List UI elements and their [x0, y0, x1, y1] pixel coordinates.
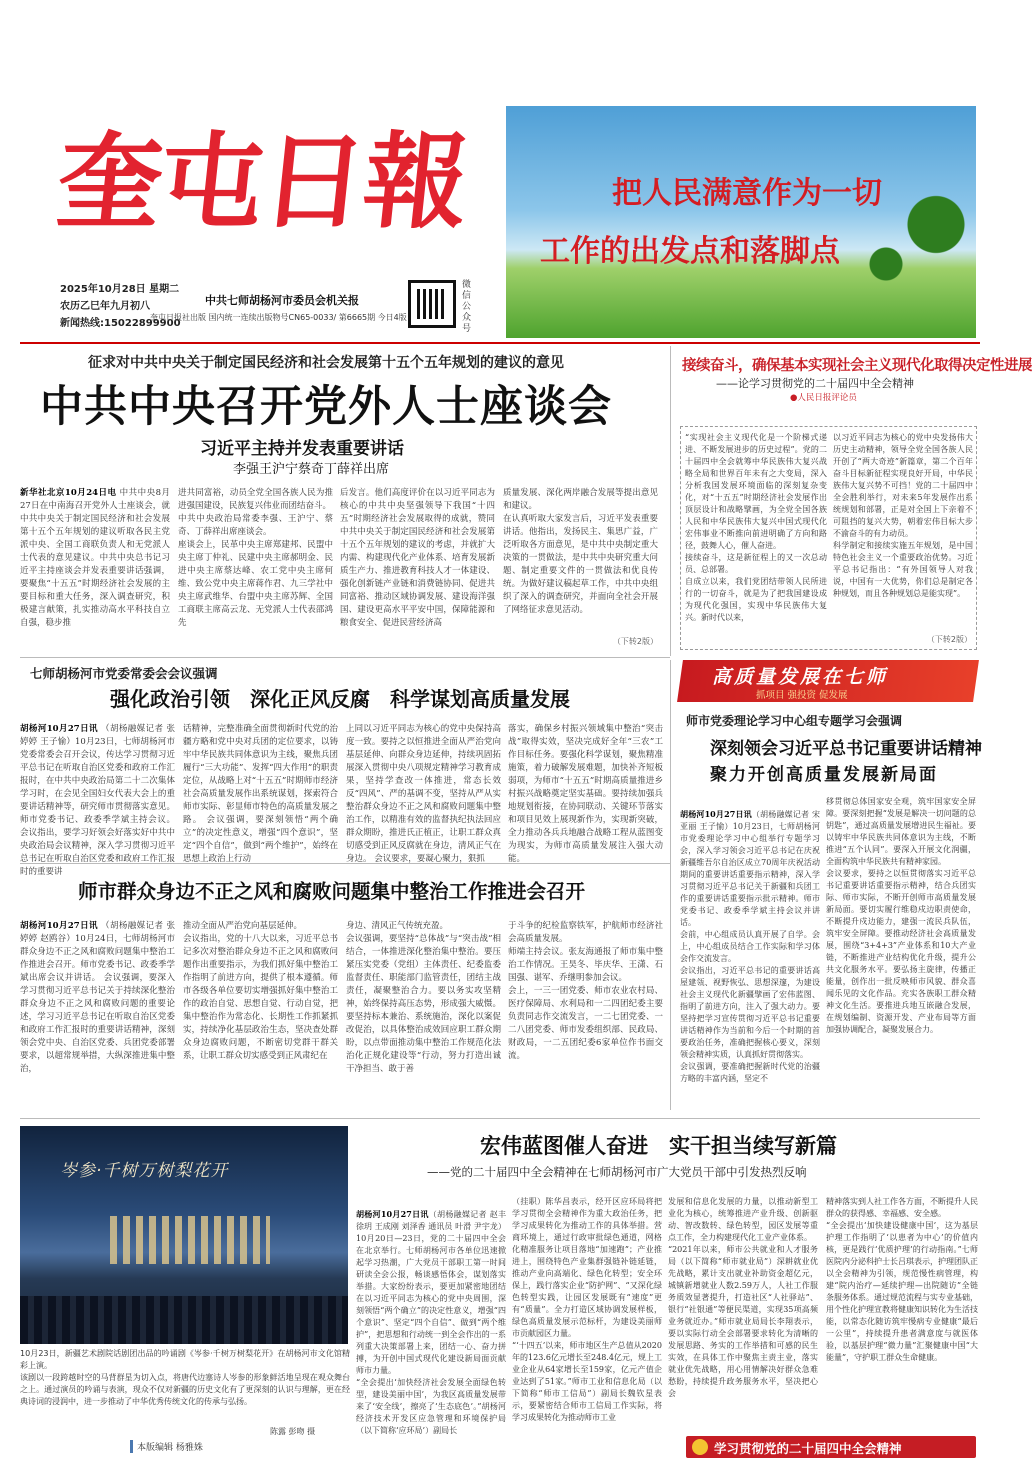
bottom-text-1: （胡杨融媒记者 赵丰 徐玥 王成刚 刘泽香 通讯员 叶滑 尹宇龙）10月20日—23日，党的二十届四中全会在北京举行。七师胡杨河市各单位迅速掀起学习热潮，广大党员干部职工第一时间研读全会公报，畅谈感悟体会，谋划落实举措。大家纷纷表示，要更加紧密地团结在以习近平同志为核心的党中央周围，深刻领悟“两个确立”的决定性意义，增强“四个意识”、坚定“四个自信”、做到“两个维护”，把思想和行动统一到全会作出的一系列重大决策部署上来，团结一心、奋力拼搏，为开创中国式现代化建设新局面贡献师市力量。 “全会提出‘加快经济社会发展全面绿色转型，建设美丽中国’，为我区高质量发展带来了‘安全线’，擦亮了‘生态底色’。”胡杨河经济技术开发区应急管理和环境保护局（以下简称‘应环局’）副局长	[356, 1210, 507, 1435]
lead-headline: 中共中央召开党外人士座谈会	[40, 382, 612, 432]
banner-image	[506, 106, 976, 338]
side-text-1: （胡杨融媒记者 宋亚丽 王子愉）10月23日，七师胡杨河市党委理论学习中心组举行专题学习会，深入学习领会习近平总书记在庆祝新疆维吾尔自治区成立70周年庆祝活动期间的重要讲话重要指示精神，深入学习贯彻习近平总书记关于新疆和兵团工作的重要讲话重要指示批示精神。师市党委书记、政委季学斌主持会议并讲话。 会前，中心组成员认真开展了自学。会上，中心组成员结合工作实际和学习体会作交流发言。 会议指出，习近平总书记的重要讲话高屋建瓴、视野恢弘、思想深邃，为建设社会主义现代化新疆擘画了宏伟蓝图、指明了前进方向，注入了强大动力。要坚持把学习宣传贯彻习近平总书记重要讲话精神作为当前和今后一个时期的首要政治任务，准确把握核心要义，深刻领会精神实质，认真抓好贯彻落实。 会议强调，要准确把握新时代党的治疆方略的丰富内涵，坚定不	[680, 810, 820, 1083]
masthead-hotline: 新闻热线:15022899900	[60, 318, 181, 329]
story3-dateline: 胡杨河10月27日讯	[20, 921, 98, 931]
party-emblem-icon	[692, 1439, 708, 1455]
story2-column-2: 话精神，完整准确全面贯彻新时代党的治疆方略和党中央对兵团的定位要求，以铸牢中华民族共同体意识为主线，聚焦兵团履行“三大功能”、发挥“四大作用”的职责定位，从战略上对“十五五”时期师市经济社会高质量发展作出系统谋划，探索符合师市实际、彰显师市特色的高质量发展之路。 会议强调，要深刻领悟“两个确立”的决定性意义，增强“四个意识”，坚定“四个自信”，做到“两个维护”，始终在思想上政治上行动	[183, 724, 338, 864]
section-divider	[20, 863, 670, 864]
lead-column-3: 后发言。他们高度评价在以习近平同志为核心的中共中央坚强领导下我国“十四五”时期经济社会发展取得的成就，赞同中共中央关于制定国民经济和社会发展第十五个五年规划的建议的考虑，并就扩大内需、构建现代化产业体系、培育发展新质生产力、推进教育科技人才一体建设、强化创新链产业链和消费链协同、促进共同富裕、推动区域协调发展、建设海洋强国、建设更高水平平安中国，保障能源和粮食安全、促进民营经济高	[340, 488, 495, 628]
quality-banner-subtitle: 抓项目 强投资 促发展	[756, 690, 848, 701]
commentary-column-1: “实现社会主义现代化是一个阶梯式递进、不断发展进步的历史过程”。党的二十届四中全会就筹中华民族伟大复兴战略全局和世界百年未有之大变局，深入分析我国发展环境面临的深刻复杂变化，对“十五五”时期经济社会发展作出顶层设计和战略擘画，为全党全国各族人民和中华民族伟大复兴中国式现代化宏伟事业不断推向前进明确了方向和路径，鼓舞人心，催人奋进。 接续奋斗，这是新征程上的又一次总动员、总部署。 自成立以来，我们党团结带领人民所进行的一切奋斗，就是为了把我国建设成为现代化强国，实现中华民族伟大复兴。新时代以来，	[685, 433, 827, 622]
side-dateline: 胡杨河10月27日讯	[680, 809, 752, 819]
side-headline-2: 聚力开创高质量发展新局面	[710, 765, 938, 785]
story2-text-1: （胡杨融媒记者 张婷婷 王子愉）10月23日，七师胡杨河市党委常委会召开会议，传达学习贯彻习近平总书记在听取自治区党委和政府工作汇报时，在中共中央政治局第二十二次集体学习时，在会见全国妇女代表大会上的重要讲话精神等，研究师市贯彻落实意见。师市党委书记、政委季学斌主持会议。 会议指出，要学习好领会好落实好中共中央政治局会议精神，深入学习贯彻习近平总书记在听取自治区党委和政府工作汇报时的重要讲	[20, 724, 175, 877]
lead-turn: （下转2版）	[612, 637, 658, 646]
photo-credit: 陈露 彭吻 摄	[270, 1427, 316, 1436]
bottom-column-3: 发展和信息化发展的力量，以推动新型工业化为核心，统筹推进产业升级、创新驱动、智改数转、绿色转型，园区发展等重点工作，全力构建现代化工业产业体系。 “2021年以来，师市公共就业和人才服务局（以下简称“师市就业局”）深耕就业优先战略，累计支出就业补助资金超亿元，城镇新增就业人数2.59万人，人社工作服务质效显著提升，打造社区“人社驿站”、银行“社银通”等便民渠道，实现35项高频业务就近办。”师市就业局局长李翔表示，要以实际行动全会部署要求转化为清晰的发展思路、务实的工作举措和可感的民生实效，在具体工作中聚焦主责主业，落实就业优先战略，用心用情解决好群众急难愁盼，持续提升政务服务水平，坚决把心会	[668, 1197, 818, 1398]
bottom-column-1	[356, 1196, 506, 1458]
bottom-subhead: ——党的二十届四中全会精神在七师胡杨河市广大党员干部中引发热烈反响	[427, 1165, 807, 1179]
quality-banner-title: 高质量发展在七师	[712, 666, 889, 688]
commentary-subtitle: ——论学习贯彻党的二十届四中全会精神	[716, 377, 914, 390]
lead-column-1	[20, 487, 170, 628]
bottom-column-4: 精神落实到人社工作各方面，不断提升人民群众的获得感、幸福感、安全感。 “全会提出‘加快建设健康中国’，这为基层护理工作指明了‘以患者为中心’的价值内核，更是践行‘优质护理’的行动指南。”七师医院内分泌科护士长吕琪表示，护理团队正以全会精神为引领，规范慢性病管理，构建“院内治疗—延续护理—出院随访”全链条服务体系。通过规范流程与实专业基础，用个性化护理宣教将健康知识转化为生活技能，以常态化随访筑牢慢病专业健康“最后一公里”，持续提升患者满意度与就医体验，以基层护理“微力量”汇聚健康中国“大能量”，守护职工群众生命健康。	[826, 1197, 978, 1362]
story2-dateline: 胡杨河10月27日讯	[20, 724, 98, 734]
wechat-qr-code[interactable]	[408, 280, 456, 328]
story3-column-2: 推动全面从严治党向基层延伸。 会议指出，党的十八大以来，习近平总书记多次对整治群众身边不正之风和腐败问题作出重要指示，为我们抓好集中整治工作指明了前进方向，提供了根本遵循。师市各级各单位要切实增强抓好集中整治工作的政治自觉、思想自觉、行动自觉，把集中整治作为常态化、长期性工作抓紧抓实，持续净化基层政治生态，坚决查处群众身边腐败问题，不断密切党群干群关系，让职工群众切实感受到正风肃纪在	[183, 921, 338, 1061]
story3-column-3: 身边、清风正气传统充盈。 会议强调，要坚持“总体战”与“突击战”相结合，一体推进深化整治集中整治。要压紧压实党委（党组）主体责任、纪委监委监督责任、职能部门监管责任，团结主战责任，凝聚整治合力。要以务实攻坚精神，始终保持高压态势，形成强大威慑。要坚持标本兼治、系统施治，深化以案促改促治，以具体整治成效回应职工群众期盼，以点带面推动集中整治工作规范化法治化正规化建设等“行动，努力打造出诚干净担当、敢于善	[346, 921, 501, 1074]
lead-subhead: 习近平主持并发表重要讲话	[200, 439, 404, 459]
story2-headline: 强化政治引领 深化正风反腐 科学谋划高质量发展	[110, 687, 570, 711]
bottom-dateline: 胡杨河10月27日讯	[356, 1209, 429, 1219]
masthead-sponsor: 中共七师胡杨河市委员会机关报	[205, 294, 359, 307]
masthead-divider	[20, 342, 980, 344]
lead-kicker: 征求对中共中央关于制定国民经济和社会发展第十五个五年规划的建议的意见	[88, 355, 564, 371]
lead-dateline: 新华社北京10月24日电	[20, 488, 117, 498]
masthead-lunar-line: 农历乙巳年九月初八	[60, 301, 150, 312]
story3-text-1: （胡杨融媒记者 张婷婷 赵鸥谷）10月24日，七师胡杨河市群众身边不正之风和腐败问题集中整治工作推进会召开。师市党委书记、政委季学斌出席会议并讲话。 会议强调，要深入学习贯彻习近平总书记关于持续深化整治群众身边不正之风和腐败问题的重要论述，学习习近平总书记在听取自治区党委和政府工作汇报时的重要讲话精神，深刻领会党中央、自治区党委、兵团党委部署要求，以超常规举措，大纵深推进集中整治，	[20, 921, 175, 1074]
bottom-headline: 宏伟蓝图催人奋进 实干担当续写新篇	[480, 1134, 837, 1158]
study-banner-text: 学习贯彻党的二十届四中全会精神	[714, 1441, 902, 1456]
tree-icon	[866, 236, 906, 306]
section-divider	[20, 657, 670, 658]
audience-icon	[20, 1296, 348, 1344]
column-divider	[670, 346, 671, 656]
qr-label: 微信公众号	[462, 280, 472, 334]
commentary-byline: ●人民日报评论员	[790, 393, 857, 403]
story3-column-1	[20, 920, 175, 1110]
section-divider	[20, 1118, 980, 1119]
stage-photo	[20, 1126, 348, 1344]
story3-column-4: 于斗争的纪检监察铁军，护航师市经济社会高质量发展。 师端主持会议。张友海通报了师市集中整治工作情况。王昊冬、毕庆华、王潇、石国强、谌军、乔继明参加会议。 会上，一三一团党委、师市农业农村局、医疗保障局、水利局和一二四团纪委主要负责同志作交流发言，一二七团党委、一二八团党委、师市发委组织部、民政局、财政局，一二五团纪委6家单位作书面交流。	[508, 921, 663, 1061]
column-divider	[670, 660, 671, 1110]
masthead	[0, 0, 1000, 340]
side-column-1	[680, 796, 820, 1112]
performers-icon	[110, 1216, 270, 1264]
commentary-turn: （下转2版）	[926, 635, 972, 644]
story3-headline: 师市群众身边不正之风和腐败问题集中整治工作推进会召开	[78, 880, 586, 903]
story2-column-4: 落实，确保乡村振兴领域集中整治“突击战”取得实效，坚决完成好全年“三农”工作目标任务。要强化科学谋划，聚焦精准施策，着力破解发展难题，加快补齐短板弱项，为师市“十五五”时期高质量推进乡村振兴战略奠定坚实基础。要持续加强兵地规划衔接，在协同联动、关键环节落实和项目见效上展现新作为，实现新突破，全力推动各兵兵地融合战略工程从蓝图变为现实，为师市高质量发展注入强大动能。	[508, 724, 663, 864]
lead-text-1: 中共中央8月27日在中南海召开党外人士座谈会，就中共中央关于制定国民经济和社会发展第十五个五年规划的建议听取各民主党派中央、全国工商联负责人和无党派人士代表的意见建议。中共中央总书记习近平主持座谈会并发表重要讲话强调，要聚焦“十五五”时期经济社会发展的主要目标和重大任务，深入调查研究，积极建言献策，扎实推动高水平科技自立自强，稳步推	[20, 488, 170, 628]
page-editor: 本版编辑 杨雅姝	[130, 1440, 203, 1453]
side-column-2: 移贯彻总体国家安全观，筑牢国家安全屏障。要深刻把握“发展是解决一切问题的总钥匙”，通过高质量发展增进民生福祉。要以铸牢中华民族共同体意识为主线，不断推进“五个认同”。要深入开展文化润疆，全面构筑中华民族共有精神家园。 会议要求，要持之以恒贯彻落实习近平总书记重要讲话重要指示精神，结合兵团实际、师市实际，不断开创师市高质量发展新局面。要切实履行维稳戍边职责使命，不断提升戍边能力，建强一流民兵队伍，筑牢安全屏障。要推动经济社会高质量发展，围绕“3+4+3”产业体系和10大产业链，不断推进产业结构优化升级，提升公共文化服务水平。要弘扬主旋律，传播正能量，创作出一批反映师市风貌、群众喜闻乐见的文化作品。充实各族职工群众精神文化生活。要推进兵地互嵌融合发展，在规划编制、资源开发、产业布局等方面加强协调配合，凝聚发展合力。	[826, 797, 976, 1034]
story2-column-1	[20, 723, 175, 877]
story2-kicker: 七师胡杨河市党委常委会会议强调	[30, 666, 218, 681]
photo-caption: 10月23日，新疆艺术剧院话剧团出品的吟诵剧《岑参·千树万树梨花开》在胡杨河市文化馆精彩上演。 该剧以一段跨越时空的马背群星为切入点，将唐代边塞诗人岑参的形象鲜活地呈现在观众舞台之上。通过演员的吟诵与表演，现众不仅对新疆的历史文化有了更深刻的认识与理解，更在经典诗词的浸润中，进一步推动了中华优秀传统文化的传承与弘扬。	[20, 1349, 350, 1406]
tree-icon	[906, 186, 966, 296]
lead-column-2: 进共同富裕，动员全党全国各族人民为推进强国建设，民族复兴伟业而团结奋斗。 中共中央政治局常委李强、王沪宁、蔡奇、丁薛祥出席座谈会。 座谈会上，民革中央主席郑建邦、民盟中央主席丁仲礼、民建中央主席郝明金、民进中央主席蔡达峰、农工党中央主席何维、致公党中央主席蒋作君、九三学社中央主席武维华、台盟中央主席苏辉、全国工商联主席高云龙、无党派人士代表邵鸿先	[178, 488, 333, 628]
commentary-title: 接续奋斗，确保基本实现社会主义现代化取得决定性进展	[682, 358, 1032, 374]
commentary-column-2: 以习近平同志为核心的党中央发扬伟大历史主动精神，领导全党全国各族人民开创了“两大奇迹”新篇章，第二个百年奋斗目标新征程实现良好开局，中华民族伟大复兴势不可挡！党的二十届四中全会胜利举行，对未来5年发展作出系统规划和部署，正是对全国上下亲着不可阻挡的复兴大势，朝着宏伟目标大步不渝奋斗的有力动员。 科学制定和接续实施五年规划，是中国特色社会主义一个重要政治优势。习近平总书记指出：“有外国领导人对我说，中国有一大优势，你们总是制定各种规划，而且各种规划总是能实现”。	[833, 433, 973, 598]
banner-slogan-line-2: 工作的出发点和落脚点	[540, 234, 840, 269]
masthead-date-line: 2025年10月28日 星期二	[60, 284, 180, 295]
newspaper-logo: 奎屯日報	[51, 120, 473, 243]
story2-column-3: 上同以习近平同志为核心的党中央保持高度一致。要持之以恒推进全面从严治党向基层延伸、向群众身边延伸，持续巩固拓展深入贯彻中央八项规定精神学习教育成果，坚持学查改一体推进，常态长效反“四风”、严的基调不变，坚持从严从实整治群众身边不正之风和腐败问题集中整治工作，以精准有效的监督执纪执法回应群众期盼，推进氏正植正，让职工群众真切感受到正风反腐就在身边，清风正气在身边。 会议要求，要凝心聚力，狠抓	[346, 724, 501, 864]
side-kicker: 师市党委理论学习中心组专题学习会强调	[686, 714, 903, 728]
lead-names: 李强王沪宁蔡奇丁薛祥出席	[233, 462, 390, 477]
side-headline-1: 深刻领会习近平总书记重要讲话精神	[710, 739, 982, 759]
bottom-column-2: （挂职）陈华昌表示，经开区应环局将把学习贯彻全会精神作为重大政治任务，把学习成果转化为推动工作的具体举措。营商环境上，通过行政审批绿色通道，网格化精准服务让项目落地“加速跑”；产业推进上，围绕特色产业集群强链补链延链，推动产业向高端化、绿色化转型；安全环保上，践行落实企业“防护网”、“又深化绿色转型实践，让园区发展既有“速度”更有“质量”。全力打造区域协调发展样板，绿色高质量发展示范标杆，为建设美丽师市贡献园区力量。 “‘十四五’以来，师市地区生产总值从2020年的123.6亿元增长至248.4亿元，规上工业企业从64家增长至159家，亿元产值企业达到了51家。”师市工业和信息化局（以下简称“师市工信局”）副局长魏钦星表示，要紧密结合师市工信局工作实际，将学习成果转化为推动师市工业	[512, 1197, 662, 1422]
lead-column-4: 质量发展、深化两岸融合发展等提出意见和建议。 在认真听取大家发言后，习近平发表重要讲话。他指出，发扬民主、集思广益，广泛听取各方面意见，是中共中央制定重大决策的一贯做法，是中共中央研究重大问题、制定重要文件的一贯做法和优良传统。为做好建议稿起草工作，中共中央组织了深入的调查研究，并面向全社会开展了网络征求意见活动。	[503, 488, 658, 615]
masthead-publisher: 奎屯日报社出版 国内统一连续出版物号CN65-0033/ 第6665期 今日4版	[150, 313, 407, 322]
stage-backdrop-title: 岑参·千树万树梨花开	[60, 1161, 229, 1181]
banner-slogan-line-1: 把人民满意作为一切	[612, 176, 882, 211]
